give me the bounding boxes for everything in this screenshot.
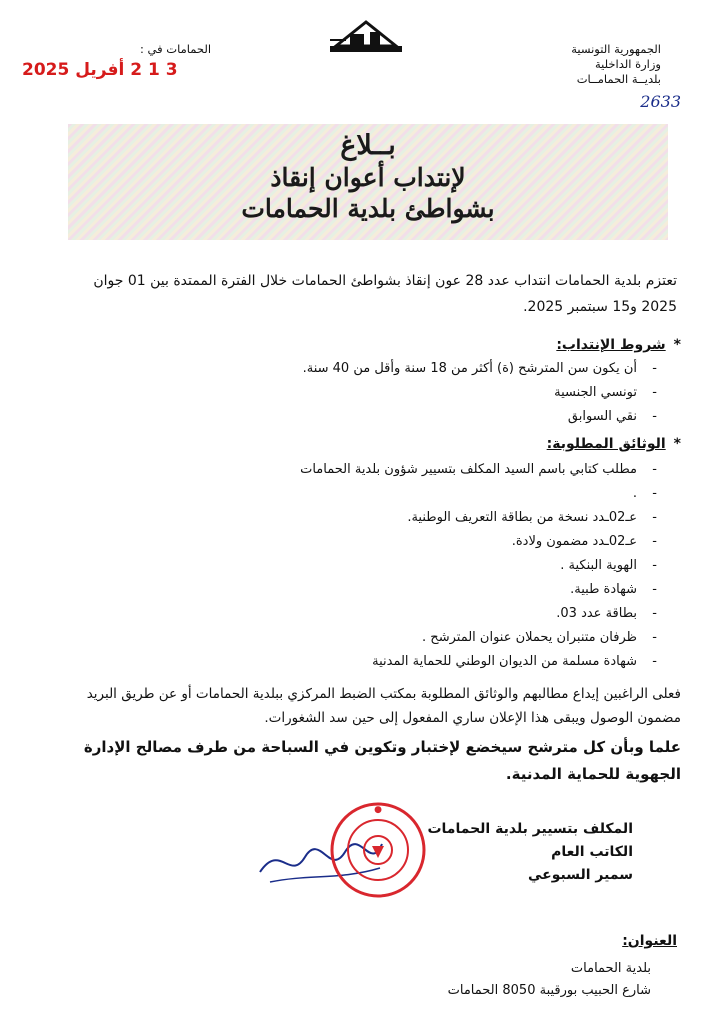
notice-title: بــلاغ [340, 130, 396, 161]
letterhead [461, 42, 661, 87]
emblem-icon [326, 18, 406, 54]
address-heading: العنوان: [622, 933, 677, 949]
list-item: - نقي السوابق [303, 405, 657, 429]
list-item: - أن يكون سن المترشح (ة) أكثر من 18 سنة وأقل من 40 سنة. [303, 357, 657, 381]
address-line-2: شارع الحبيب بورقيبة 8050 الحمامات [447, 983, 651, 998]
municipality-name: بلديــة الحمامــات [576, 72, 661, 86]
official-seal-icon [328, 800, 428, 900]
intro-paragraph: تعتزم بلدية الحمامات انتداب عدد 28 عون إنقاذ بشواطئ الحمامات خلال الفترة الممتدة بين 01 جوان 2025 و15 سبتمبر 2025. [93, 273, 677, 315]
signatory-title: المكلف بتسيير بلدية الحمامات [427, 821, 633, 837]
list-item: - عـ02ـدد نسخة من بطاقة التعريف الوطنية. [300, 506, 657, 530]
documents-list [300, 458, 657, 674]
bullet-star-icon: * [673, 337, 681, 353]
deposit-paragraph: فعلى الراغبين إيداع مطالبهم والوثائق المطلوبة بمكتب الضبط المركزي ببلدية الحمامات أو عن طريق البريد مضمون الوصول ويبقى هذا الإعلان ساري المفعول إلى حين سد الشغورات. [86, 686, 681, 726]
list-item: - بطاقة عدد 03. [300, 602, 657, 626]
list-item: - ظرفان متنبران يحملان عنوان المترشح . [300, 626, 657, 650]
signatory-name: سمير السبوعي [528, 867, 633, 883]
list-item: - عـ02ـدد مضمون ولادة. [300, 530, 657, 554]
list-item: - شهادة طبية. [300, 578, 657, 602]
title-banner [68, 124, 668, 240]
address-line-1: بلدية الحمامات [570, 961, 651, 976]
notice-subtitle-1: لإنتداب أعوان إنقاذ [270, 163, 466, 192]
reference-number: 2633 [640, 92, 681, 111]
list-item: - الهوية البنكية . [300, 554, 657, 578]
bullet-star-icon: * [673, 436, 681, 452]
date-stamp: 3 1 2 أفريل 2025 [22, 60, 178, 80]
signatory-role: الكاتب العام [551, 844, 633, 860]
notice-subtitle-2: بشواطئ بلدية الحمامات [241, 194, 495, 223]
signature-block [427, 818, 633, 887]
notice-paragraph: علما وبأن كل مترشح سيخضع لإختبار وتكوين في السباحة من طرف مصالح الإدارة الجهوية للحماية المدنية. [83, 738, 681, 783]
list-item: - شهادة مسلمة من الديوان الوطني للحماية المدنية [300, 650, 657, 674]
svg-text:●: ● [374, 805, 382, 815]
list-item: - مطلب كتابي باسم السيد المكلف بتسيير شؤون بلدية الحمامات [300, 458, 657, 482]
country-name: الجمهورية التونسية [571, 42, 661, 56]
list-item: - تونسي الجنسية [303, 381, 657, 405]
conditions-list [303, 357, 657, 429]
conditions-heading: *شروط الإنتداب: [556, 337, 681, 353]
place-date-label: الحمامات في : [140, 42, 212, 56]
list-item: - . [300, 482, 657, 506]
documents-heading: *الوثائق المطلوبة: [546, 436, 681, 452]
ministry-name: وزارة الداخلية [594, 57, 661, 71]
address-block [448, 958, 651, 1002]
